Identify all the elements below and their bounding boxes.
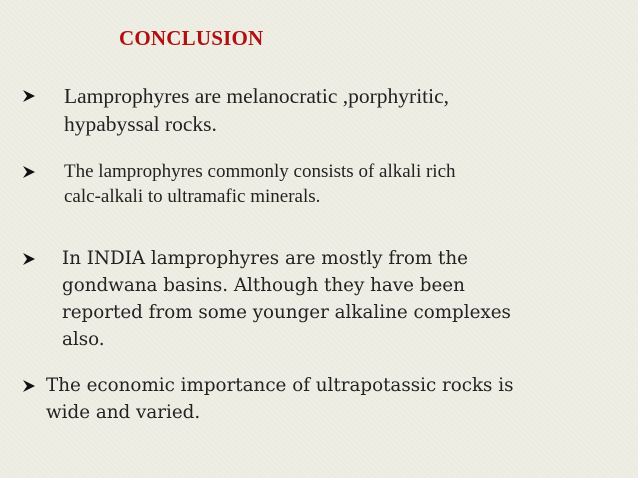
bullet-line: hypabyssal rocks. (64, 112, 217, 136)
bullet-text-3 (22, 245, 612, 353)
arrow-bullet-icon (22, 89, 36, 103)
bullet-item-2 (22, 159, 602, 209)
bullet-line: reported from some younger alkaline complexes (62, 302, 511, 323)
bullet-line: Lamprophyres are melanocratic ,porphyritic, (64, 84, 450, 108)
bullet-line: also. (62, 329, 105, 350)
slide-title: CONCLUSION (119, 26, 264, 50)
bullet-line: wide and varied. (46, 402, 201, 423)
bullet-line: The lamprophyres commonly consists of alkali rich (64, 161, 456, 182)
bullet-line: calc-alkali to ultramafic minerals. (64, 186, 321, 207)
bullet-line: The economic importance of ultrapotassic rocks is (46, 375, 514, 396)
bullet-text-1 (22, 82, 602, 138)
bullet-line: gondwana basins. Although they have been (62, 275, 465, 296)
bullet-text-2 (22, 159, 602, 209)
arrow-bullet-icon (22, 165, 36, 179)
arrow-bullet-icon (22, 252, 36, 266)
bullet-item-4 (22, 372, 622, 426)
arrow-bullet-icon (22, 379, 36, 393)
bullet-item-1 (22, 82, 602, 138)
bullet-text-4 (22, 372, 622, 426)
bullet-item-3 (22, 245, 612, 353)
bullet-line: In INDIA lamprophyres are mostly from the (62, 248, 468, 269)
